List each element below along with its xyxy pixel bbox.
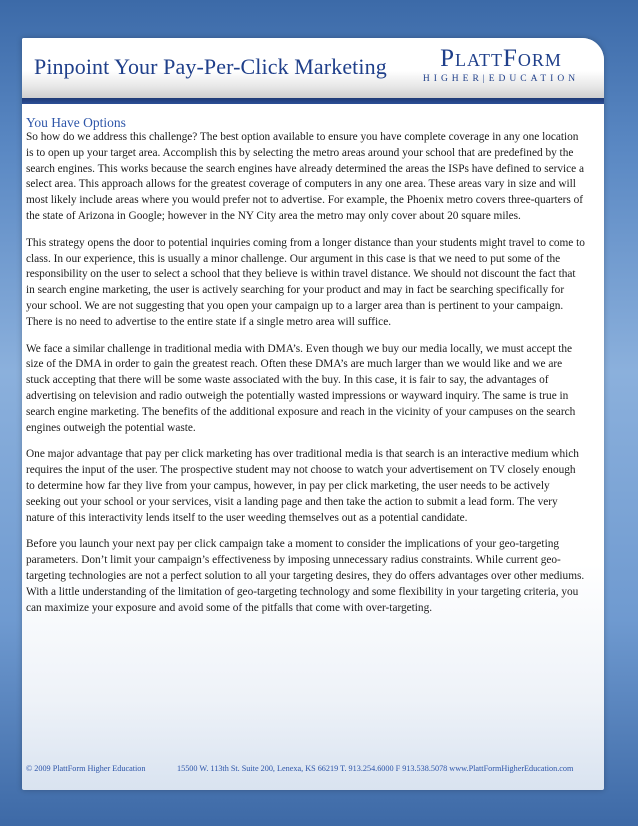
paragraph: Before you launch your next pay per click campaign take a moment to consider the implications of your geo-targeting parameters. Don’t limit your campaign’s effectiveness by imposing unnecessary radius constraints. While current geo-targeting technologies are not a perfect solution to all your targeting desires, they do offers advantages over other mediums. With a little understanding of the limitation of geo-targeting technology and some flexibility in your targeting criteria, you can maximize your exposure and avoid some of the pitfalls that come with over-targeting.	[26, 538, 585, 614]
footer-copyright: © 2009 PlattForm Higher Education	[26, 764, 146, 773]
paragraph: We face a similar challenge in traditional media with DMA’s. Even though we buy our media locally, we must accept the size of the DMA in order to gain the greatest reach. Often these DMA’s are much larger than we would like and we are stuck accepting that there will be some waste associated with the buy. In this case, it is fair to say, the advantages of advertising on television and radio outweigh the potentially wasted impressions or wayward inquiry. The same is true in search engine marketing. The benefits of the additional exposure and reach in the vicinity of your campuses on the search engines outweigh the potential waste.	[26, 342, 576, 434]
page-header	[22, 38, 604, 98]
paragraph: So how do we address this challenge? The best option available to ensure you have complete coverage in any one location is to open up your target area. Accomplish this by selecting the metro areas around your school that are predefined by the search engines. This works because the search engines have already determined the areas the ISPs have defined to service a select area. This approach allows for the greatest coverage of computers in any one area. These areas vary in size and will most likely include areas where you would prefer not to advertise. For example, the Phoenix metro covers three-quarters of the state of Arizona in Google; however in the NY City area the metro may only cover about 20 square miles.	[26, 131, 585, 222]
paragraph: This strategy opens the door to potential inquiries coming from a longer distance than your students might travel to come to class. In our experience, this is usually a minor challenge. Our argument in this case is that we need to put some of the responsibility on the user to select a school that they believe is within travel distance. We should not discount the fact that in search engine marketing, the user is actively searching for your product and may in fact be searching specifically for your school. We are not suggesting that you open your campaign up to a larger area than is pertinent to your campaign. There is no need to advertise to the entire state if a single metro area will suffice.	[26, 236, 585, 328]
section-heading: You Have Options	[26, 115, 126, 130]
page-title: Pinpoint Your Pay-Per-Click Marketing	[34, 54, 387, 79]
logo-tagline: HIGHER|EDUCATION	[422, 74, 580, 84]
footer-contact: 15500 W. 113th St. Suite 200, Lenexa, KS 66219 T. 913.254.6000 F 913.538.5078 www.PlattFormHigherEducation.com	[177, 764, 574, 773]
paragraph: One major advantage that pay per click marketing has over traditional media is that search is an interactive medium which requires the input of the user. The prospective student may not choose to watch your advertisement on TV closely enough to determine how far they live from your campus, however, in pay per click marketing, the user needs to be actively seeking out your school or your services, visit a landing page and then take the action to submit a lead form. The very nature of this interactivity lends itself to the user weeding themselves out as a potential candidate.	[26, 448, 579, 524]
logo-wordmark: PlattForm	[440, 45, 562, 72]
article-body	[26, 116, 586, 627]
plattform-logo	[412, 46, 590, 85]
header-divider	[22, 98, 604, 104]
